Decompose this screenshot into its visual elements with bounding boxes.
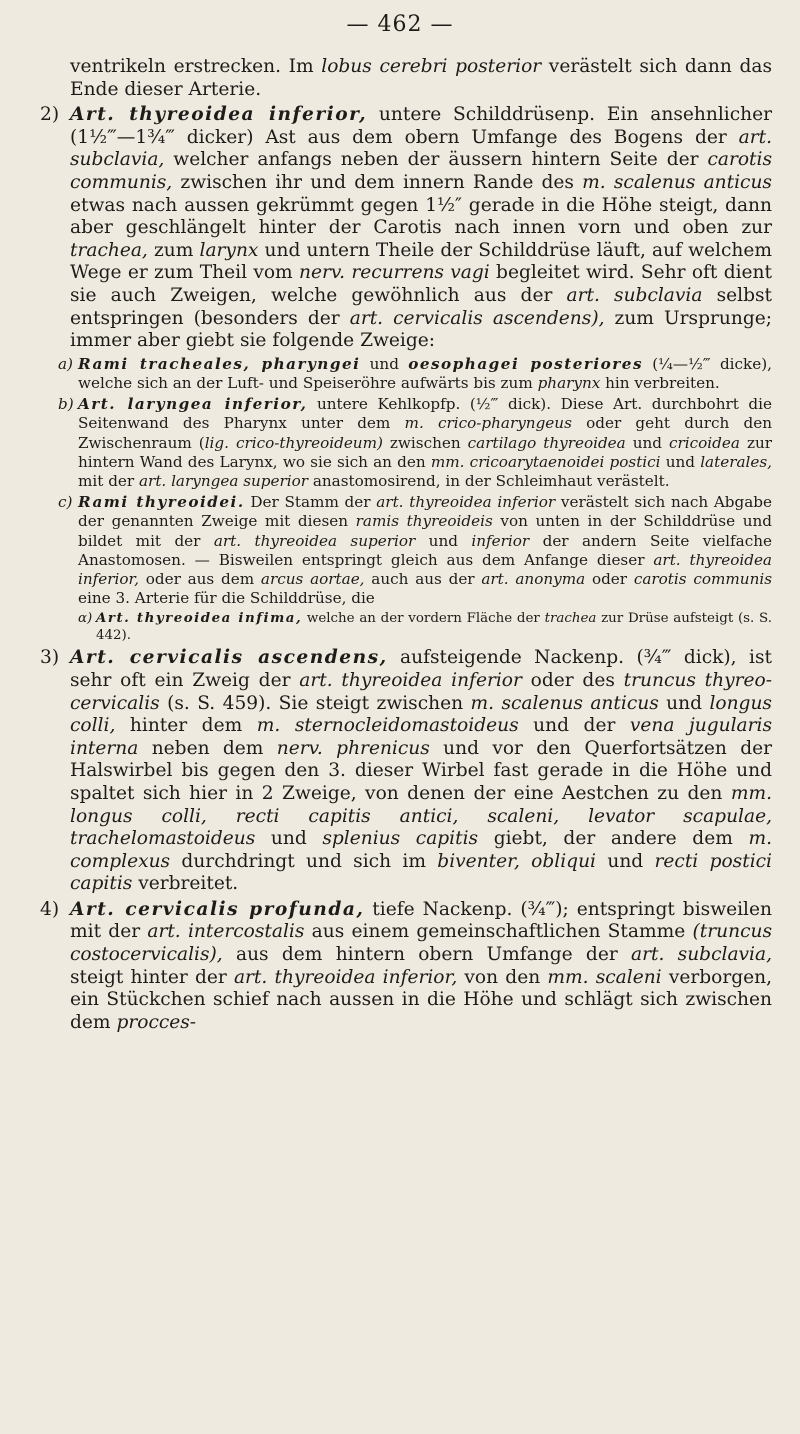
term: art. subclavia, bbox=[631, 944, 772, 966]
intro-text-end: verästelt sich dann das Ende dieser Arterie. bbox=[70, 56, 772, 100]
term: (truncus costocervicalis), bbox=[70, 921, 772, 966]
term: art. thyreoidea inferior bbox=[299, 669, 522, 691]
text: aus dem hintern obern Umfange der bbox=[222, 944, 632, 966]
term: art. subclavia, bbox=[70, 126, 772, 171]
subsubsection-art-thyreoidea-infima bbox=[40, 610, 772, 644]
text: anastomosirend, in der Schleimhaut verästelt. bbox=[308, 471, 670, 490]
term: m. complexus bbox=[70, 828, 772, 872]
text: welcher anfangs neben der äussern hintern Seite der bbox=[164, 149, 708, 171]
section-art-thyreoidea-inferior bbox=[40, 104, 772, 353]
term: procces- bbox=[116, 1011, 197, 1033]
text: untere Kehlkopfp. (½‴ dick). Diese Art. durchbohrt die Seitenwand des Pharynx unter dem bbox=[78, 395, 772, 433]
term: ramis thyreoideis bbox=[355, 512, 493, 531]
text: und bbox=[415, 531, 472, 550]
term: m. scalenus anticus bbox=[470, 692, 659, 714]
term: mm. scaleni bbox=[547, 966, 662, 988]
text: und vor den Querfortsätzen der Halswirbel bis gegen den 3. dieser Wirbel fast gerade in die Höhe und spaltet sich hier in 2 Zweige, von denen der eine Aestchen zu den bbox=[70, 737, 772, 804]
text: mit der bbox=[78, 471, 139, 490]
term: art. intercostalis bbox=[147, 921, 305, 943]
term: m. scalenus anticus bbox=[582, 171, 772, 193]
text: zur Drüse aufsteigt (s. S. 442). bbox=[96, 611, 773, 644]
page-body bbox=[40, 56, 772, 1034]
text: zur hintern Wand des Larynx, wo sie sich an den bbox=[78, 433, 772, 471]
section-number: 4) bbox=[40, 898, 60, 920]
text: und bbox=[658, 692, 710, 714]
text: (s. S. 459). Sie steigt zwischen bbox=[159, 692, 471, 714]
term: lig. crico-thyreoideum) bbox=[204, 433, 383, 452]
text: etwas nach aussen gekrümmt gegen 1½″ gerade in die Höhe steigt, dann aber geschlängelt hinter der Carotis nach innen vorn und oben zur bbox=[70, 194, 772, 239]
term: biventer, obliqui bbox=[437, 850, 597, 872]
subsection-heading: Art. laryngea inferior, bbox=[78, 395, 308, 414]
text: hinter dem bbox=[115, 715, 257, 737]
text: verborgen, ein Stückchen schief nach aussen in die Höhe und schlägt sich zwischen dem bbox=[70, 966, 772, 1033]
text: aus einem gemeinschaftlichen Stamme bbox=[304, 921, 693, 943]
text: und bbox=[660, 452, 701, 471]
text: Der Stamm der bbox=[244, 493, 377, 512]
text: von unten in der Schilddrüse und bildet mit der bbox=[78, 512, 772, 550]
text: neben dem bbox=[138, 737, 277, 759]
term: arcus aortae, bbox=[260, 569, 365, 588]
term: vena jugularis interna bbox=[70, 715, 773, 759]
subsubsection-heading: Art. thyreoidea infima, bbox=[96, 610, 303, 627]
term: mm. longus colli, recti capitis antici, scaleni, levator scapulae, trachelomastoideus bbox=[70, 782, 772, 850]
subsection-label: a) bbox=[58, 354, 73, 373]
term: art. cervicalis ascendens), bbox=[349, 307, 605, 329]
text: zwischen bbox=[382, 433, 468, 452]
text: durchdringt und sich im bbox=[170, 850, 438, 872]
text: und der bbox=[518, 715, 630, 737]
term: art. thyreoidea inferior, bbox=[78, 550, 772, 588]
section-art-cervicalis-profunda bbox=[40, 899, 772, 1035]
term: truncus thyreo-cervicalis bbox=[70, 669, 772, 714]
text: zum bbox=[147, 239, 200, 261]
subsection-art-laryngea-inferior bbox=[40, 395, 772, 491]
section-heading: Art. cervicalis profunda, bbox=[70, 898, 365, 920]
text: welche an der vordern Fläche der bbox=[302, 611, 545, 627]
subsection-heading: Rami thyreoidei. bbox=[78, 493, 245, 512]
subsection-label: b) bbox=[58, 395, 74, 414]
text: zum Ursprunge; immer aber giebt sie folgende Zweige: bbox=[70, 307, 772, 352]
text: verbreitet. bbox=[132, 873, 239, 895]
term: m. sternocleidomastoideus bbox=[256, 715, 519, 737]
term: art. anonyma bbox=[481, 569, 586, 588]
text: begleitet wird. Sehr oft dient sie auch Zweigen, welche gewöhnlich aus der bbox=[70, 262, 772, 306]
intro-term: lobus cerebri posterior bbox=[321, 56, 542, 77]
term: splenius capitis bbox=[322, 828, 479, 850]
term: laterales, bbox=[700, 452, 772, 471]
text: eine 3. Arterie für die Schilddrüse, die bbox=[78, 589, 375, 608]
text: oder aus dem bbox=[138, 569, 261, 588]
text: zwischen ihr und dem innern Rande des bbox=[172, 171, 583, 193]
text: oder geht durch den Zwischenraum ( bbox=[78, 414, 772, 452]
term: inferior bbox=[471, 531, 530, 550]
term: art. thyreoidea inferior bbox=[376, 493, 556, 512]
text: und bbox=[360, 354, 409, 373]
term: art. subclavia bbox=[566, 284, 703, 306]
text: selbst entspringen (besonders der bbox=[70, 284, 773, 329]
term: nerv. recurrens vagi bbox=[299, 262, 490, 284]
text: und bbox=[255, 828, 323, 850]
text: der andern Seite vielfache Anastomosen. — Bisweilen entspringt gleich aus dem Anfange dieser bbox=[78, 531, 772, 569]
text: verästelt sich nach Abgabe der genannten Zweige mit diesen bbox=[78, 493, 772, 531]
term: cartilago thyreoidea bbox=[467, 433, 626, 452]
text: oder des bbox=[521, 669, 624, 691]
term: carotis communis, bbox=[70, 149, 772, 193]
term: larynx bbox=[199, 239, 259, 261]
subsection-rami-tracheales bbox=[40, 355, 772, 393]
subsection-heading: Rami tracheales, pharyngei bbox=[78, 354, 361, 373]
text: und untern Theile der Schilddrüse läuft, auf welchem Wege er zum Theil vom bbox=[70, 239, 772, 284]
text: und bbox=[625, 433, 670, 452]
intro-text: ventrikeln erstrecken. Im bbox=[70, 56, 322, 77]
text: giebt, der andere dem bbox=[478, 828, 749, 850]
term: longus colli, bbox=[70, 692, 772, 737]
text: aufsteigende Nackenp. (¾‴ dick), ist sehr oft ein Zweig der bbox=[70, 647, 772, 691]
text: auch aus der bbox=[364, 569, 482, 588]
intro-paragraph bbox=[40, 56, 772, 101]
subsection-label: c) bbox=[58, 493, 73, 512]
subsection-heading-2: oesophagei posteriores bbox=[408, 354, 644, 373]
section-art-cervicalis-ascendens bbox=[40, 647, 772, 896]
text: oder bbox=[585, 569, 634, 588]
term: mm. cricoarytaenoidei postici bbox=[430, 452, 661, 471]
text: von den bbox=[457, 966, 548, 988]
page-number: — 462 — bbox=[346, 12, 454, 37]
text: und bbox=[596, 850, 655, 872]
text: steigt hinter der bbox=[70, 966, 234, 988]
text: untere Schilddrüsenp. Ein ansehnlicher (1½‴—1¾‴ dicker) Ast aus dem obern Umfange des Bogens der bbox=[70, 104, 772, 148]
term: cricoidea bbox=[669, 433, 740, 452]
term: carotis communis bbox=[633, 569, 773, 588]
term: pharynx bbox=[537, 373, 601, 392]
term: trachea, bbox=[70, 239, 148, 261]
text: tiefe Nackenp. (¾‴); entspringt bisweilen mit der bbox=[70, 898, 772, 943]
term: recti postici capitis bbox=[70, 850, 772, 895]
text: hin verbreiten. bbox=[600, 373, 720, 392]
term: m. crico-pharyngeus bbox=[404, 414, 572, 433]
section-heading: Art. thyreoidea inferior, bbox=[70, 104, 368, 126]
section-number: 3) bbox=[40, 647, 60, 669]
subsection-rami-thyreoidei bbox=[40, 493, 772, 608]
term: art. laryngea superior bbox=[139, 471, 309, 490]
text: (¼—½‴ dicke), welche sich an der Luft- und Speiseröhre aufwärts bis zum bbox=[78, 354, 772, 392]
term: trachea bbox=[544, 611, 597, 627]
subsubsection-label: α) bbox=[78, 611, 93, 627]
section-number: 2) bbox=[40, 104, 60, 126]
term: art. thyreoidea inferior, bbox=[233, 966, 458, 988]
term: art. thyreoidea superior bbox=[213, 531, 416, 550]
section-heading: Art. cervicalis ascendens, bbox=[70, 647, 388, 669]
term: nerv. phrenicus bbox=[276, 737, 430, 759]
